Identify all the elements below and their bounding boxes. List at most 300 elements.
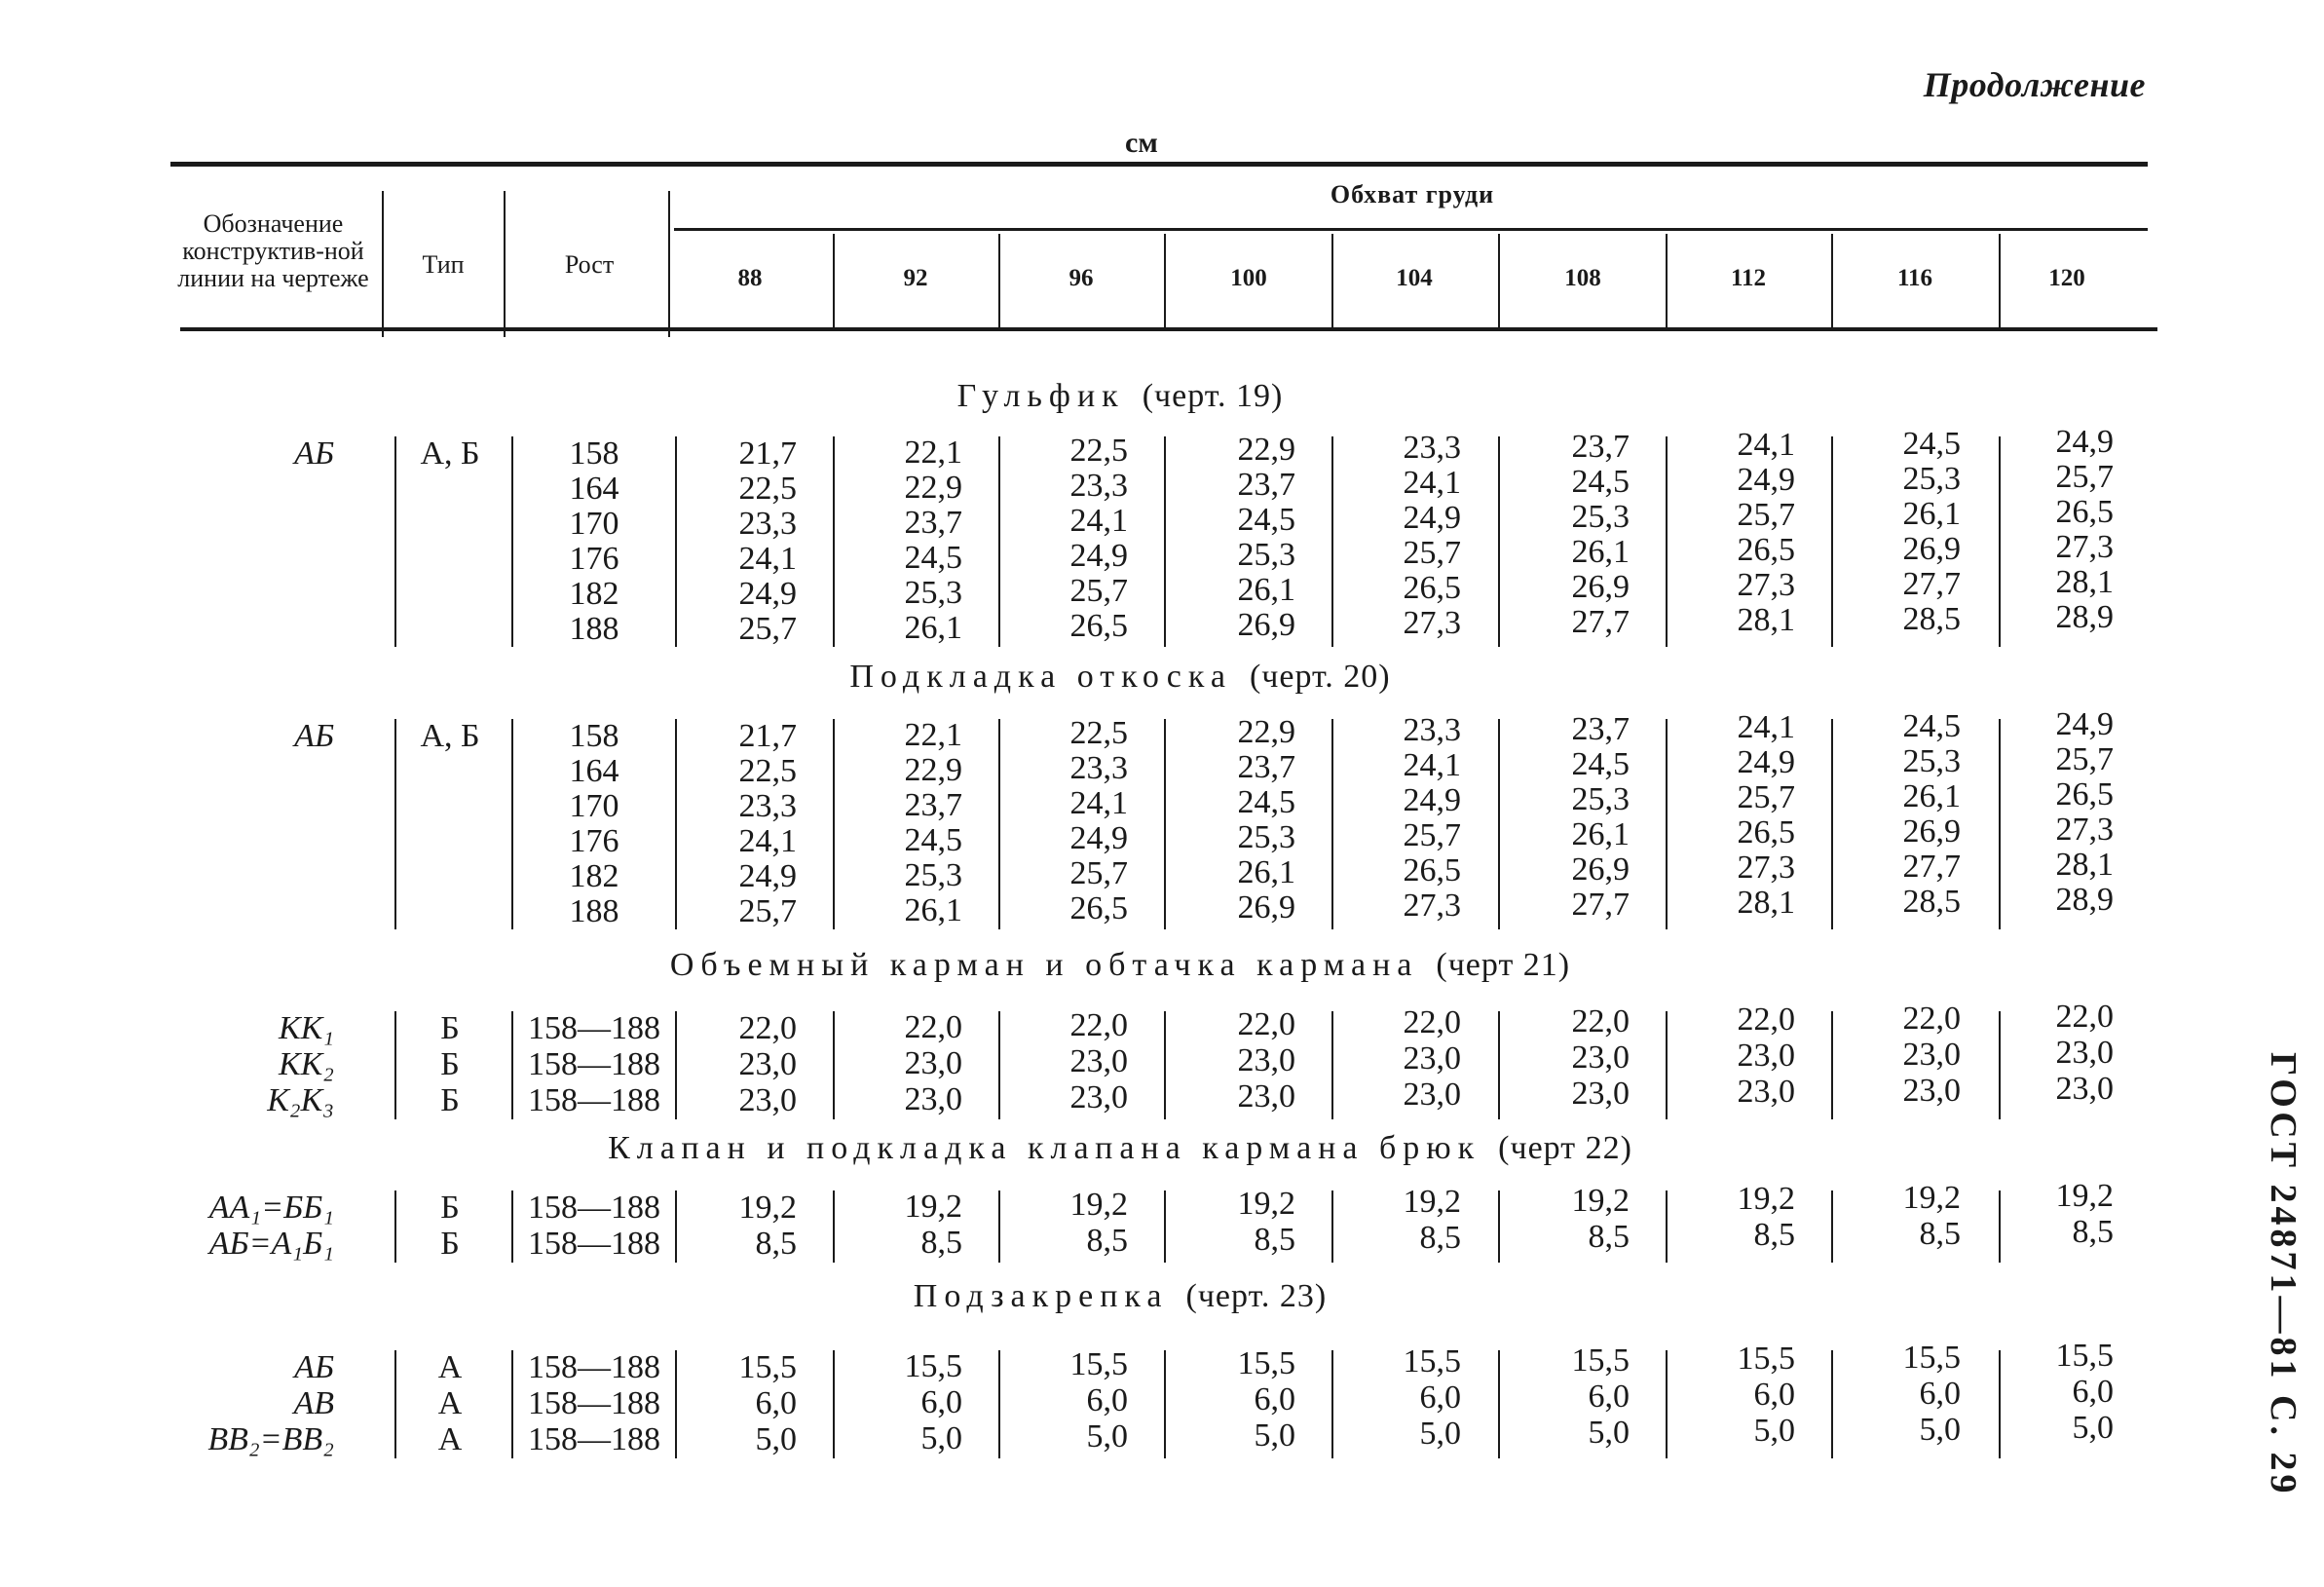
value-cell: 23,0 [2055, 1071, 2114, 1107]
chest-size-header: 92 [903, 265, 928, 291]
value-cell: 24,1 [738, 823, 797, 859]
value-cell: 23,0 [1571, 1039, 1630, 1076]
header-sep [668, 191, 670, 337]
section-name: Объемный карман и обтачка кармана [669, 947, 1419, 983]
column-separator [1331, 1011, 1333, 1119]
value-cell: 26,9 [1237, 888, 1295, 926]
section-name: Клапан и подкладка клапана кармана брюк [608, 1130, 1481, 1166]
header-col-sep [998, 234, 1000, 331]
value-cell: 26,5 [2055, 776, 2114, 812]
value-cell: 26,5 [1069, 890, 1128, 926]
value-cell: 26,9 [1237, 606, 1295, 643]
column-separator [998, 1011, 1000, 1119]
column-separator [998, 1190, 1000, 1263]
column-separator [1164, 1011, 1166, 1119]
value-cell: 22,5 [738, 753, 797, 789]
column-separator [1331, 436, 1333, 647]
column-separator [1498, 719, 1500, 929]
value-cell: 23,0 [904, 1080, 962, 1117]
column-separator [511, 1350, 513, 1458]
value-cell: 8,5 [2072, 1214, 2114, 1250]
header-sep [382, 191, 384, 337]
section-drawing-ref: (черт. 19) [1142, 378, 1284, 414]
column-separator [394, 1011, 396, 1119]
value-cell: 25,7 [738, 893, 797, 929]
section-title [0, 1278, 2240, 1315]
value-cell: 15,5 [738, 1349, 797, 1385]
value-cell: 24,5 [1571, 463, 1630, 500]
value-cell: 23,0 [1069, 1079, 1128, 1115]
value-cell: 8,5 [1753, 1217, 1795, 1253]
chest-size-header: 104 [1396, 265, 1433, 291]
chest-size-header: 116 [1896, 265, 1933, 291]
value-cell: 22,0 [1902, 1000, 1961, 1037]
value-cell: 23,0 [1737, 1038, 1795, 1074]
value-cell: 15,5 [1237, 1344, 1295, 1381]
value-cell: 24,5 [1237, 783, 1295, 820]
value-cell: 15,5 [1737, 1341, 1795, 1377]
value-cell: 22,9 [1237, 431, 1295, 468]
designation-cell: К₂К₃ [267, 1082, 334, 1118]
height-cell: 188 [569, 611, 619, 647]
value-cell: 26,5 [1737, 814, 1795, 850]
value-cell: 5,0 [920, 1419, 962, 1456]
height-cell: 158—188 [528, 1190, 660, 1226]
value-cell: 24,9 [1737, 744, 1795, 780]
value-cell: 24,9 [2055, 706, 2114, 742]
value-cell: 19,2 [1902, 1179, 1961, 1216]
value-cell: 26,1 [1571, 533, 1630, 570]
value-cell: 27,3 [2055, 529, 2114, 565]
value-cell: 19,2 [1069, 1187, 1128, 1223]
value-cell: 24,5 [1902, 425, 1961, 462]
value-cell: 24,1 [1403, 465, 1461, 501]
gost-page-label: ГОСТ 24871—81 С. 29 [2263, 1052, 2304, 1497]
value-cell: 25,3 [904, 856, 962, 893]
value-cell: 23,0 [1237, 1041, 1295, 1078]
column-separator [833, 719, 835, 929]
height-cell: 188 [569, 893, 619, 929]
type-cell: Б [440, 1046, 460, 1082]
continuation-label: Продолжение [1923, 65, 2146, 104]
value-cell: 8,5 [920, 1224, 962, 1261]
value-cell: 23,0 [1902, 1072, 1961, 1109]
section-drawing-ref: (черт. 23) [1185, 1278, 1328, 1314]
column-separator [1999, 1350, 2001, 1458]
column-separator [1164, 1350, 1166, 1458]
value-cell: 26,1 [1237, 853, 1295, 890]
value-cell: 23,0 [1737, 1074, 1795, 1110]
value-cell: 28,9 [2055, 882, 2114, 918]
value-cell: 25,7 [2055, 741, 2114, 777]
value-cell: 28,9 [2055, 599, 2114, 635]
height-cell: 182 [569, 858, 619, 894]
chest-group-header: Обхват груди [1330, 180, 1495, 208]
column-separator [1666, 719, 1668, 929]
column-separator [833, 1350, 835, 1458]
value-cell: 26,5 [2055, 494, 2114, 530]
header-col-sep [1666, 234, 1668, 331]
section-title [0, 659, 2240, 696]
value-cell: 22,9 [904, 469, 962, 506]
value-cell: 23,3 [738, 506, 797, 542]
value-cell: 25,3 [1237, 818, 1295, 855]
value-cell: 28,1 [2055, 564, 2114, 600]
column-separator [675, 1350, 677, 1458]
value-cell: 5,0 [755, 1421, 797, 1457]
header-col-sep [1331, 234, 1333, 331]
column-separator [1498, 436, 1500, 647]
value-cell: 23,3 [1069, 750, 1128, 786]
value-cell: 26,9 [1571, 850, 1630, 888]
height-cell: 170 [569, 788, 619, 824]
type-cell: А [437, 1349, 463, 1385]
height-cell: 158—188 [528, 1226, 660, 1262]
value-cell: 25,7 [1737, 779, 1795, 815]
value-cell: 25,3 [1902, 742, 1961, 779]
value-cell: 24,5 [1902, 707, 1961, 744]
column-separator [1666, 436, 1668, 647]
height-cell: 158—188 [528, 1010, 660, 1046]
value-cell: 8,5 [1919, 1215, 1961, 1252]
height-cell: 164 [569, 471, 619, 507]
column-separator [1831, 1350, 1833, 1458]
column-separator [394, 1350, 396, 1458]
value-cell: 24,1 [1069, 785, 1128, 821]
value-cell: 25,7 [1737, 497, 1795, 533]
height-cell: 158—188 [528, 1421, 660, 1457]
top-rule [170, 162, 2148, 167]
value-cell: 23,0 [1237, 1077, 1295, 1115]
value-cell: 6,0 [1419, 1379, 1461, 1416]
column-separator [1666, 1350, 1668, 1458]
chest-size-header: 100 [1230, 265, 1267, 291]
height-header: Рост [564, 250, 615, 279]
height-cell: 158—188 [528, 1385, 660, 1421]
chest-group-rule [674, 228, 2148, 231]
value-cell: 15,5 [1403, 1343, 1461, 1379]
value-cell: 24,9 [2055, 424, 2114, 460]
value-cell: 24,5 [1237, 501, 1295, 538]
value-cell: 5,0 [1919, 1411, 1961, 1448]
value-cell: 15,5 [1902, 1339, 1961, 1376]
section-drawing-ref: (черт. 20) [1249, 659, 1391, 695]
type-cell: А [437, 1421, 463, 1457]
value-cell: 24,1 [1737, 427, 1795, 463]
column-separator [833, 436, 835, 647]
column-separator [1331, 1350, 1333, 1458]
value-cell: 28,5 [1902, 883, 1961, 920]
column-separator [1498, 1011, 1500, 1119]
value-cell: 21,7 [738, 435, 797, 472]
column-separator [1666, 1011, 1668, 1119]
height-cell: 164 [569, 753, 619, 789]
value-cell: 22,5 [1069, 715, 1128, 751]
designation-cell: ВВ₂=ВВ₂ [207, 1421, 334, 1457]
value-cell: 26,9 [1571, 568, 1630, 605]
designation-cell: АА₁=ББ₁ [208, 1190, 334, 1226]
height-cell: 182 [569, 576, 619, 612]
value-cell: 23,7 [1237, 466, 1295, 503]
column-separator [675, 719, 677, 929]
value-cell: 24,1 [1069, 503, 1128, 539]
value-cell: 6,0 [1588, 1378, 1630, 1415]
value-cell: 27,7 [1902, 565, 1961, 602]
value-cell: 25,3 [1571, 780, 1630, 817]
value-cell: 26,1 [1571, 815, 1630, 852]
value-cell: 25,7 [1069, 855, 1128, 891]
type-cell: Б [440, 1082, 460, 1118]
chest-size-header: 112 [1730, 265, 1767, 291]
value-cell: 26,1 [1902, 495, 1961, 532]
value-cell: 27,3 [2055, 812, 2114, 848]
section-name: Подкладка откоска [849, 659, 1232, 695]
value-cell: 25,7 [2055, 459, 2114, 495]
value-cell: 28,1 [1737, 885, 1795, 921]
value-cell: 28,5 [1902, 600, 1961, 637]
value-cell: 26,9 [1902, 530, 1961, 567]
value-cell: 23,0 [1571, 1075, 1630, 1112]
value-cell: 23,3 [1403, 712, 1461, 748]
value-cell: 25,7 [1403, 535, 1461, 571]
value-cell: 26,1 [904, 891, 962, 928]
value-cell: 23,7 [1237, 748, 1295, 785]
value-cell: 19,2 [1571, 1182, 1630, 1219]
column-separator [998, 1350, 1000, 1458]
header-col-sep [1498, 234, 1500, 331]
value-cell: 22,0 [1737, 1001, 1795, 1038]
value-cell: 22,5 [738, 471, 797, 507]
column-separator [1331, 1190, 1333, 1263]
value-cell: 24,9 [1403, 500, 1461, 536]
type-cell: А, Б [420, 435, 480, 472]
height-cell: 170 [569, 506, 619, 542]
value-cell: 27,7 [1571, 886, 1630, 923]
height-cell: 176 [569, 823, 619, 859]
column-separator [1999, 719, 2001, 929]
value-cell: 22,0 [1069, 1007, 1128, 1043]
value-cell: 24,9 [738, 576, 797, 612]
column-separator [511, 436, 513, 647]
designation-cell: АБ [294, 435, 334, 472]
value-cell: 26,5 [1403, 852, 1461, 888]
value-cell: 23,0 [738, 1046, 797, 1082]
designation-cell: КК₂ [279, 1046, 334, 1082]
column-separator [511, 719, 513, 929]
value-cell: 28,1 [1737, 602, 1795, 638]
section-title [0, 947, 2240, 984]
value-cell: 8,5 [1588, 1218, 1630, 1255]
column-separator [1498, 1190, 1500, 1263]
value-cell: 24,9 [1069, 538, 1128, 574]
header-col-sep [1164, 234, 1166, 331]
value-cell: 24,1 [738, 541, 797, 577]
height-cell: 158 [569, 718, 619, 754]
value-cell: 5,0 [1086, 1418, 1128, 1455]
value-cell: 15,5 [2055, 1338, 2114, 1374]
value-cell: 22,5 [1069, 433, 1128, 469]
value-cell: 24,5 [904, 821, 962, 858]
value-cell: 22,0 [2055, 999, 2114, 1035]
value-cell: 5,0 [1588, 1414, 1630, 1451]
height-cell: 176 [569, 541, 619, 577]
section-name: Подзакрепка [913, 1278, 1169, 1314]
value-cell: 25,7 [738, 611, 797, 647]
column-separator [833, 1011, 835, 1119]
value-cell: 27,3 [1403, 888, 1461, 924]
column-separator [998, 436, 1000, 647]
column-separator [675, 1190, 677, 1263]
value-cell: 22,0 [1237, 1005, 1295, 1042]
column-separator [1164, 719, 1166, 929]
column-separator [1164, 1190, 1166, 1263]
value-cell: 26,5 [1069, 608, 1128, 644]
header-col-sep [833, 234, 835, 331]
type-cell: Б [440, 1010, 460, 1046]
value-cell: 23,3 [738, 788, 797, 824]
column-separator [511, 1011, 513, 1119]
designation-cell: АВ [293, 1385, 334, 1421]
height-cell: 158 [569, 435, 619, 472]
value-cell: 22,0 [738, 1010, 797, 1046]
header-col-sep [1999, 234, 2001, 331]
value-cell: 23,0 [1403, 1040, 1461, 1077]
designation-cell: АБ [294, 1349, 334, 1385]
value-cell: 24,5 [1571, 745, 1630, 782]
value-cell: 28,1 [2055, 847, 2114, 883]
value-cell: 15,5 [1571, 1341, 1630, 1379]
type-cell: Б [440, 1190, 460, 1226]
section-title [0, 378, 2240, 415]
designation-cell: АБ=А₁Б₁ [208, 1226, 334, 1262]
column-separator [1666, 1190, 1668, 1263]
value-cell: 6,0 [1254, 1380, 1295, 1417]
value-cell: 22,0 [904, 1008, 962, 1045]
value-cell: 19,2 [1237, 1185, 1295, 1222]
height-cell: 158—188 [528, 1349, 660, 1385]
value-cell: 23,3 [1403, 430, 1461, 466]
units-label: см [1125, 127, 1158, 159]
column-separator [675, 436, 677, 647]
value-cell: 24,1 [1737, 709, 1795, 745]
section-drawing-ref: (черт 21) [1436, 947, 1571, 983]
value-cell: 19,2 [904, 1188, 962, 1225]
value-cell: 25,3 [904, 574, 962, 611]
column-separator [1831, 1011, 1833, 1119]
height-cell: 158—188 [528, 1046, 660, 1082]
value-cell: 15,5 [1069, 1346, 1128, 1382]
value-cell: 22,0 [1571, 1002, 1630, 1039]
value-cell: 8,5 [755, 1226, 797, 1262]
header-col-sep [1831, 234, 1833, 331]
type-cell: А, Б [420, 718, 480, 754]
value-cell: 25,3 [1237, 536, 1295, 573]
chest-size-header: 120 [2048, 265, 2085, 291]
value-cell: 6,0 [1086, 1382, 1128, 1418]
value-cell: 8,5 [1086, 1223, 1128, 1259]
column-separator [998, 719, 1000, 929]
value-cell: 27,3 [1737, 567, 1795, 603]
header-sep [504, 191, 506, 337]
value-cell: 5,0 [1753, 1413, 1795, 1449]
column-separator [1999, 436, 2001, 647]
value-cell: 23,0 [1902, 1036, 1961, 1073]
column-separator [675, 1011, 677, 1119]
value-cell: 22,9 [1237, 713, 1295, 750]
value-cell: 22,0 [1403, 1004, 1461, 1040]
value-cell: 25,7 [1403, 817, 1461, 853]
value-cell: 24,9 [1737, 462, 1795, 498]
value-cell: 8,5 [1419, 1220, 1461, 1256]
value-cell: 24,9 [1069, 820, 1128, 856]
value-cell: 23,0 [1069, 1043, 1128, 1079]
value-cell: 26,9 [1902, 812, 1961, 850]
designation-header: Обозначение конструктив-ной линии на чертеже [177, 209, 369, 292]
section-title [0, 1130, 2240, 1167]
value-cell: 24,1 [1403, 747, 1461, 783]
column-separator [1331, 719, 1333, 929]
value-cell: 23,3 [1069, 468, 1128, 504]
value-cell: 23,0 [904, 1044, 962, 1081]
section-drawing-ref: (черт 22) [1498, 1130, 1632, 1166]
value-cell: 23,0 [1403, 1077, 1461, 1113]
value-cell: 6,0 [1753, 1377, 1795, 1413]
value-cell: 5,0 [1254, 1417, 1295, 1454]
designation-cell: АБ [294, 718, 334, 754]
value-cell: 6,0 [755, 1385, 797, 1421]
column-separator [1498, 1350, 1500, 1458]
chest-size-header: 88 [737, 265, 763, 291]
value-cell: 5,0 [2072, 1410, 2114, 1446]
value-cell: 24,9 [738, 858, 797, 894]
value-cell: 6,0 [2072, 1374, 2114, 1410]
value-cell: 26,5 [1737, 532, 1795, 568]
value-cell: 8,5 [1254, 1221, 1295, 1258]
value-cell: 23,7 [904, 786, 962, 823]
value-cell: 27,3 [1737, 850, 1795, 886]
value-cell: 26,5 [1403, 570, 1461, 606]
column-separator [394, 436, 396, 647]
value-cell: 26,1 [904, 609, 962, 646]
value-cell: 19,2 [1737, 1181, 1795, 1217]
value-cell: 27,3 [1403, 605, 1461, 641]
type-header: Тип [422, 250, 465, 279]
value-cell: 6,0 [1919, 1375, 1961, 1412]
value-cell: 24,9 [1403, 782, 1461, 818]
chest-size-header: 108 [1564, 265, 1601, 291]
value-cell: 27,7 [1902, 848, 1961, 885]
value-cell: 5,0 [1419, 1416, 1461, 1452]
value-cell: 25,3 [1902, 460, 1961, 497]
value-cell: 21,7 [738, 718, 797, 754]
value-cell: 19,2 [1403, 1184, 1461, 1220]
value-cell: 6,0 [920, 1383, 962, 1420]
value-cell: 23,0 [2055, 1035, 2114, 1071]
column-separator [511, 1190, 513, 1263]
value-cell: 19,2 [738, 1190, 797, 1226]
value-cell: 26,1 [1902, 777, 1961, 814]
value-cell: 22,9 [904, 751, 962, 788]
value-cell: 23,7 [1571, 710, 1630, 747]
column-separator [1831, 1190, 1833, 1263]
column-separator [1164, 436, 1166, 647]
value-cell: 25,3 [1571, 498, 1630, 535]
type-cell: Б [440, 1226, 460, 1262]
column-separator [1831, 719, 1833, 929]
column-separator [833, 1190, 835, 1263]
value-cell: 23,7 [904, 504, 962, 541]
value-cell: 22,1 [904, 434, 962, 471]
